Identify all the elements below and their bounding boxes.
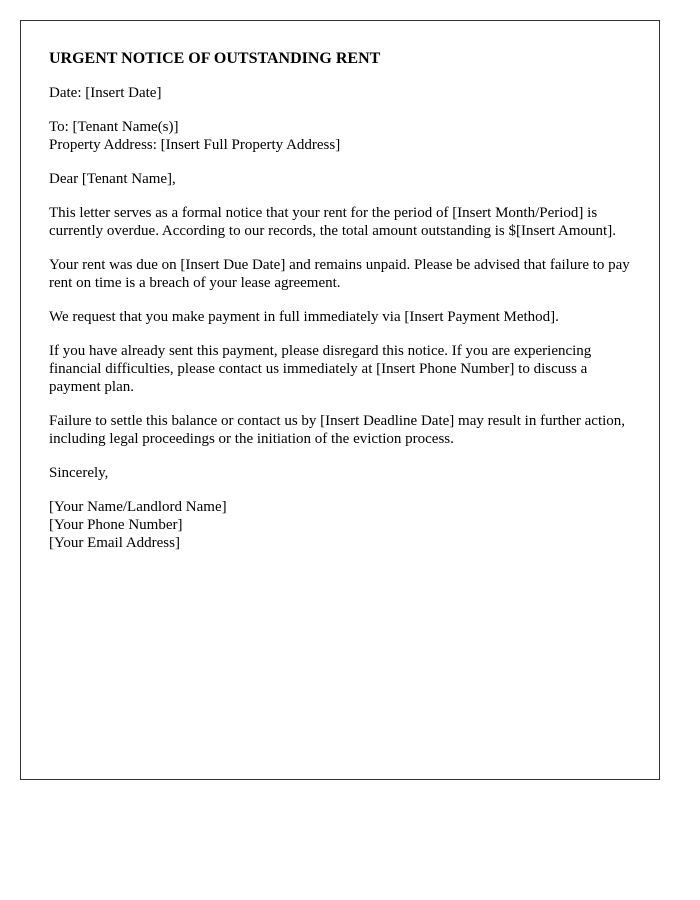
- signature-email: [Your Email Address]: [49, 535, 180, 551]
- body-paragraph-payment-request: We request that you make payment in full immediately via [Insert Payment Method].: [49, 309, 559, 325]
- body-paragraph-consequences: Failure to settle this balance or contact us by [Insert Deadline Date] may result in further action, including legal proceedings or the initiation of the eviction process.: [49, 413, 626, 447]
- body-paragraph-already-paid: If you have already sent this payment, please disregard this notice. If you are experiencing financial difficulties, please contact us immediately at [Insert Phone Number] to discuss a payment plan.: [49, 343, 592, 395]
- body-paragraph-due-date: Your rent was due on [Insert Due Date] and remains unpaid. Please be advised that failure to pay rent on time is a breach of your lease agreement.: [49, 257, 630, 291]
- signature-block: [49, 498, 631, 552]
- recipient-block: [49, 118, 631, 154]
- letter-date: Date: [Insert Date]: [49, 85, 162, 101]
- letter-title: URGENT NOTICE OF OUTSTANDING RENT: [49, 50, 381, 67]
- signature-phone: [Your Phone Number]: [49, 517, 183, 533]
- letter-page: [20, 20, 660, 780]
- body-paragraph-overdue: This letter serves as a formal notice that your rent for the period of [Insert Month/Period] is currently overdue. According to our records, the total amount outstanding is $[Insert Amount].: [49, 205, 616, 239]
- property-address: Property Address: [Insert Full Property Address]: [49, 137, 341, 153]
- closing: Sincerely,: [49, 465, 109, 481]
- signature-name: [Your Name/Landlord Name]: [49, 499, 227, 515]
- salutation: Dear [Tenant Name],: [49, 171, 176, 187]
- recipient-to: To: [Tenant Name(s)]: [49, 119, 179, 135]
